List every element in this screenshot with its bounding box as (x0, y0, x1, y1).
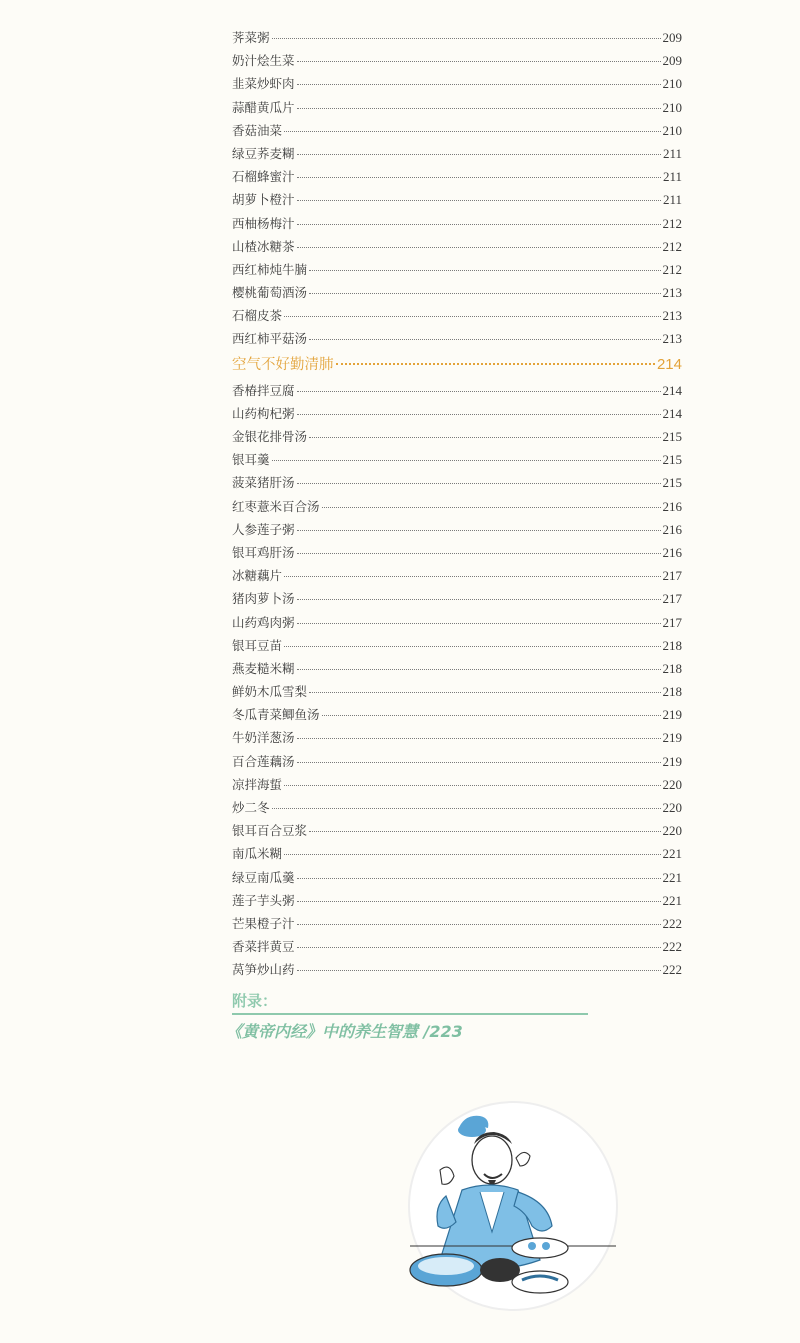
toc-entry-title: 莲子芋头粥 (232, 892, 295, 908)
toc-entry-page: 220 (662, 776, 682, 792)
dot-leader (284, 576, 660, 577)
toc-entry[interactable] (232, 188, 682, 211)
toc-section-heading[interactable] (232, 351, 682, 379)
toc-entry-page: 215 (662, 429, 682, 444)
table-of-contents (232, 26, 682, 982)
dot-leader (284, 131, 660, 132)
toc-entry-title: 人参莲子粥 (232, 521, 295, 537)
toc-entry[interactable] (232, 541, 682, 564)
toc-entry-title: 西红柿平菇汤 (232, 331, 308, 347)
toc-entry-page: 217 (662, 614, 682, 630)
toc-entry[interactable] (232, 842, 682, 865)
toc-entry[interactable] (232, 726, 682, 749)
toc-entry[interactable] (232, 258, 682, 281)
toc-entry-title: 猪肉萝卜汤 (232, 591, 295, 607)
toc-entry-title: 西红柿炖牛腩 (232, 261, 308, 277)
dot-leader (297, 200, 661, 201)
toc-entry[interactable] (232, 72, 682, 95)
dot-leader (284, 646, 660, 647)
dot-leader (297, 553, 661, 554)
dot-leader (272, 460, 661, 461)
toc-entry[interactable] (232, 281, 682, 304)
toc-entry-page: 211 (662, 145, 682, 161)
dot-leader (297, 970, 661, 971)
dot-leader (297, 391, 661, 392)
toc-entry-page: 213 (662, 331, 682, 347)
dot-leader (309, 270, 660, 271)
toc-entry-page: 217 (662, 591, 682, 607)
dot-leader (297, 623, 661, 624)
toc-entry-title: 菠菜猪肝汤 (232, 475, 295, 491)
dot-leader (297, 224, 661, 225)
toc-entry-page: 212 (662, 238, 682, 254)
toc-entry-title: 金银花排骨汤 (232, 429, 308, 444)
toc-entry-page: 213 (662, 285, 682, 301)
scholar-eating-illustration (400, 1100, 626, 1312)
toc-entry-title: 银耳豆苗 (232, 637, 283, 653)
toc-entry-title: 香菜拌黄豆 (232, 939, 295, 955)
toc-entry-page: 217 (662, 568, 682, 584)
toc-entry-page: 221 (662, 846, 682, 862)
toc-entry[interactable] (232, 819, 682, 842)
toc-entry-title: 樱桃葡萄酒汤 (232, 285, 308, 301)
dot-leader (297, 414, 661, 415)
toc-entry-title: 空气不好勤清肺 (232, 356, 334, 373)
toc-entry-title: 冬瓜青菜鲫鱼汤 (232, 707, 320, 723)
dot-leader (309, 293, 660, 294)
toc-entry-page: 214 (662, 405, 682, 421)
toc-entry-page: 215 (662, 475, 682, 491)
toc-entry[interactable] (232, 611, 682, 634)
dot-leader (309, 831, 660, 832)
dot-leader (297, 530, 661, 531)
toc-entry-page: 218 (662, 660, 682, 676)
toc-entry-page: 222 (662, 915, 682, 931)
toc-entry[interactable] (232, 49, 682, 72)
toc-entry-page: 213 (662, 308, 682, 324)
dot-leader (284, 316, 660, 317)
dot-leader (284, 785, 660, 786)
toc-entry[interactable] (232, 26, 682, 49)
toc-entry-title: 香菇油菜 (232, 122, 283, 138)
toc-entry[interactable] (232, 119, 682, 142)
toc-entry[interactable] (232, 680, 682, 703)
toc-entry-title: 凉拌海蜇 (232, 776, 283, 792)
toc-entry[interactable] (232, 212, 682, 235)
toc-entry-page: 210 (662, 76, 682, 92)
toc-entry-title: 银耳百合豆浆 (232, 823, 308, 839)
toc-entry-page: 219 (662, 730, 682, 746)
toc-entry-title: 奶汁烩生菜 (232, 53, 295, 69)
toc-entry-page: 220 (662, 800, 682, 815)
appendix-title[interactable]: 《黄帝内经》中的养生智慧 /223 (226, 1022, 463, 1041)
toc-entry-title: 银耳鸡肝汤 (232, 544, 295, 560)
toc-entry[interactable] (232, 304, 682, 327)
dot-leader (297, 483, 661, 484)
toc-entry-page: 216 (662, 521, 682, 537)
toc-entry-page: 222 (662, 939, 682, 955)
dot-leader (297, 154, 661, 155)
toc-entry-title: 炒二冬 (232, 800, 270, 815)
toc-entry-page: 211 (662, 192, 682, 208)
toc-entry[interactable] (232, 634, 682, 657)
dot-leader (309, 339, 660, 340)
toc-entry-page: 210 (662, 122, 682, 138)
toc-entry-page: 220 (662, 823, 682, 839)
toc-entry-page: 216 (662, 544, 682, 560)
dot-leader (297, 924, 661, 925)
dot-leader (297, 878, 661, 879)
toc-entry-title: 银耳羹 (232, 452, 270, 468)
dot-leader (297, 177, 661, 178)
dot-leader (297, 669, 661, 670)
toc-entry-title: 石榴皮茶 (232, 308, 283, 324)
toc-entry-page: 212 (662, 261, 682, 277)
toc-entry-title: 燕麦糙米糊 (232, 660, 295, 676)
toc-entry-page: 221 (662, 869, 682, 885)
toc-entry-page: 215 (662, 452, 682, 468)
toc-entry-page: 218 (662, 637, 682, 653)
toc-entry-title: 芒果橙子汁 (232, 915, 295, 931)
toc-entry[interactable] (232, 471, 682, 494)
toc-entry-page: 209 (662, 53, 682, 69)
toc-entry-page: 216 (662, 498, 682, 514)
toc-entry[interactable] (232, 495, 682, 518)
dot-leader (309, 437, 660, 438)
dot-leader (297, 901, 661, 902)
toc-entry[interactable] (232, 912, 682, 935)
dot-leader (309, 692, 660, 693)
dot-leader (297, 84, 661, 85)
appendix-divider (232, 1013, 588, 1015)
toc-entry-page: 222 (662, 962, 682, 978)
toc-entry[interactable] (232, 866, 682, 889)
toc-entry[interactable] (232, 657, 682, 680)
toc-entry-title: 红枣薏米百合汤 (232, 498, 320, 514)
toc-entry-title: 山楂冰糖茶 (232, 238, 295, 254)
toc-entry-page: 214 (662, 382, 682, 398)
toc-entry[interactable] (232, 448, 682, 471)
toc-entry-title: 百合莲藕汤 (232, 753, 295, 769)
toc-entry-page: 214 (656, 355, 682, 373)
toc-entry[interactable] (232, 935, 682, 958)
toc-entry-page: 212 (662, 215, 682, 231)
toc-entry-title: 韭菜炒虾肉 (232, 76, 295, 92)
dot-leader (322, 507, 661, 508)
toc-entry[interactable] (232, 518, 682, 541)
toc-entry-title: 胡萝卜橙汁 (232, 192, 295, 208)
dot-leader (322, 715, 661, 716)
toc-entry-page: 219 (662, 753, 682, 769)
dot-leader (297, 247, 661, 248)
toc-entry-title: 石榴蜂蜜汁 (232, 169, 295, 185)
toc-entry[interactable] (232, 773, 682, 796)
toc-entry-page: 218 (662, 684, 682, 700)
toc-entry-page: 211 (662, 169, 682, 185)
toc-entry-title: 鲜奶木瓜雪梨 (232, 684, 308, 700)
toc-entry-page: 221 (662, 892, 682, 908)
dot-leader (297, 599, 661, 600)
toc-entry-title: 山药枸杞粥 (232, 405, 295, 421)
dot-leader (336, 363, 655, 365)
toc-entry-title: 冰糖藕片 (232, 568, 283, 584)
toc-entry[interactable] (232, 142, 682, 165)
toc-entry[interactable] (232, 379, 682, 402)
dot-leader (272, 808, 661, 809)
toc-entry-title: 莴笋炒山药 (232, 962, 295, 978)
toc-entry-title: 绿豆南瓜羹 (232, 869, 295, 885)
dot-leader (272, 38, 661, 39)
toc-entry[interactable] (232, 327, 682, 350)
toc-entry-title: 荠菜粥 (232, 30, 270, 45)
toc-entry[interactable] (232, 165, 682, 188)
dot-leader (297, 762, 661, 763)
toc-entry-title: 牛奶洋葱汤 (232, 730, 295, 746)
toc-entry[interactable] (232, 425, 682, 448)
toc-entry[interactable] (232, 703, 682, 726)
toc-entry[interactable] (232, 796, 682, 819)
toc-entry[interactable] (232, 96, 682, 119)
toc-entry[interactable] (232, 587, 682, 610)
toc-entry[interactable] (232, 402, 682, 425)
dot-leader (297, 108, 661, 109)
dot-leader (284, 854, 660, 855)
toc-entry-page: 210 (662, 99, 682, 115)
toc-entry-title: 香椿拌豆腐 (232, 382, 295, 398)
toc-entry[interactable] (232, 235, 682, 258)
toc-entry-title: 蒜醋黄瓜片 (232, 99, 295, 115)
dot-leader (297, 947, 661, 948)
toc-entry[interactable] (232, 958, 682, 981)
toc-entry-page: 219 (662, 707, 682, 723)
toc-entry-page: 209 (662, 30, 682, 45)
toc-entry-title: 绿豆荞麦糊 (232, 145, 295, 161)
dot-leader (297, 738, 661, 739)
toc-entry[interactable] (232, 750, 682, 773)
toc-entry[interactable] (232, 564, 682, 587)
toc-entry-title: 山药鸡肉粥 (232, 614, 295, 630)
toc-entry-title: 南瓜米糊 (232, 846, 283, 862)
toc-entry[interactable] (232, 889, 682, 912)
dot-leader (297, 61, 661, 62)
toc-entry-title: 西柚杨梅汁 (232, 215, 295, 231)
appendix-label: 附录： (232, 992, 278, 1010)
